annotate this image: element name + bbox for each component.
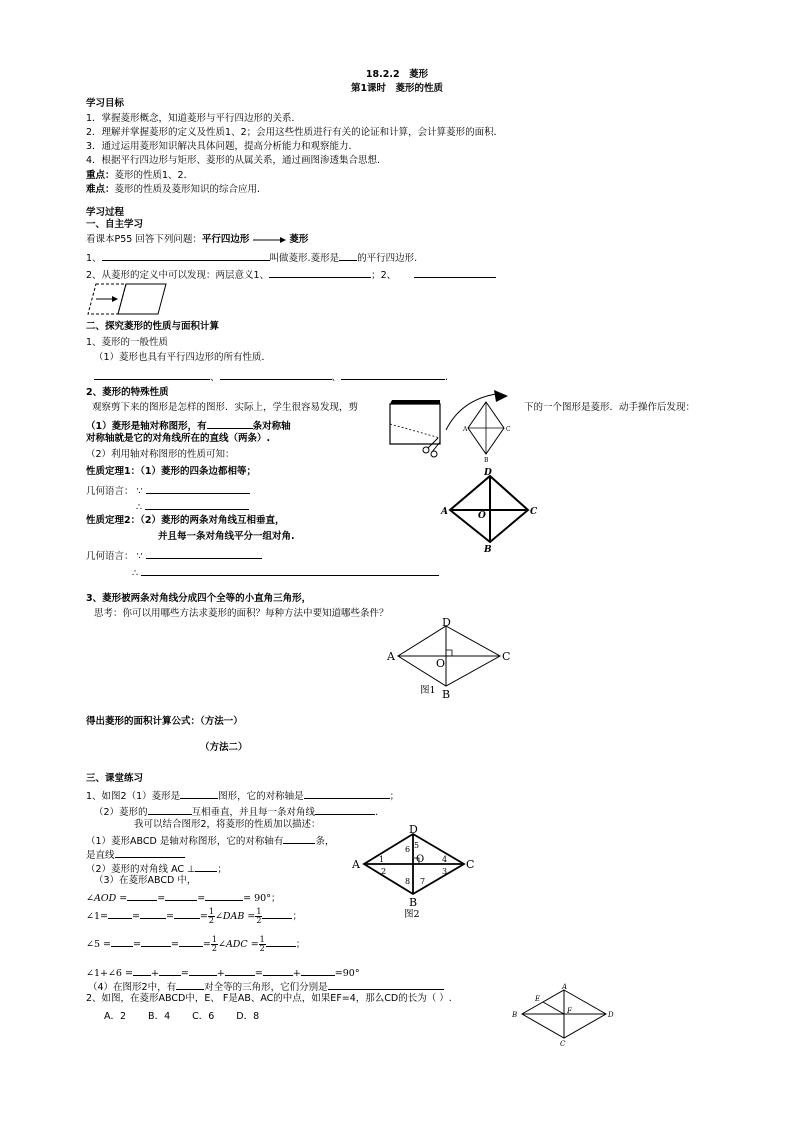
fig-label-c: C [530, 507, 538, 517]
blank[interactable] [115, 848, 185, 858]
blank[interactable] [266, 937, 296, 947]
blank[interactable] [159, 966, 181, 976]
fig1-label-a: A [387, 650, 395, 663]
angle-6: 6 [405, 845, 411, 854]
fig3-label-d: D [608, 1011, 614, 1019]
fig-label-d: D [484, 468, 492, 478]
s1-text: （1）菱形也具有平行四边形的所有性质． [94, 352, 272, 363]
theorem-2: 性质定理2：（2）菱形的两条对角线互相垂直， [86, 515, 285, 526]
geo-lang-1b: ∴ [136, 500, 249, 514]
goal-item-1: 1．掌握菱形概念，知道菱形与平行四边形的关系． [86, 113, 302, 124]
fig2-label-d: D [409, 823, 418, 836]
fig-label-o: O [478, 511, 486, 521]
goal-item-3: 3．通过运用菱形知识解决具体问题，提高分析能力和观察能力． [86, 141, 359, 152]
fig3-label-c: C [560, 1040, 566, 1046]
option-b[interactable]: B．4 [148, 1011, 171, 1022]
blank[interactable] [179, 937, 203, 947]
blank[interactable] [146, 484, 250, 494]
part3-title: 三、课堂练习 [86, 773, 144, 784]
blank[interactable] [341, 370, 445, 380]
paper-fold-figure [386, 390, 526, 468]
read-text: 看课本P55 回答下列问题：平行四边形 菱形 [86, 234, 309, 245]
blank[interactable] [263, 966, 293, 976]
blank[interactable] [339, 251, 357, 261]
blank[interactable] [146, 549, 262, 559]
fig-label-b: B [484, 545, 492, 552]
blank[interactable] [141, 937, 171, 947]
area-method-2: （方法二） [200, 742, 248, 753]
geo-lang-1: 几何语言： ∵ [86, 484, 250, 498]
part1-title: 一、自主学习 [86, 219, 144, 230]
blank[interactable] [225, 966, 255, 976]
angle-8: 8 [405, 877, 411, 886]
arrow-right-icon [252, 236, 286, 244]
ex1-ang1: ∠1= = = = $\frac{1}{2}$ ∠DAB = $\frac{1}{2}$ ； [86, 907, 302, 925]
fig1-label-o: O [436, 657, 446, 670]
s2-p1c: 对称轴就是它的对角线所在的直线（两条）. [86, 433, 271, 444]
goal-item-2: 2．理解并掌握菱形的定义及性质1、2；会用这些性质进行有关的论证和计算，会计算菱形的面积． [86, 127, 504, 138]
fig2-label-c: C [466, 858, 475, 871]
ex1-sum: ∠1+∠6 = + = + = + =90° [86, 968, 360, 979]
goals-title: 学习目标 [86, 98, 125, 109]
section-title: 18.2.2 菱形 [365, 69, 429, 80]
blank[interactable] [304, 789, 390, 799]
blank[interactable] [145, 500, 249, 510]
fig3-label-b: B [512, 1011, 518, 1019]
option-a[interactable]: A．2 [104, 1011, 127, 1022]
fraction-half: $\frac{1}{2}$ [211, 935, 217, 953]
figure-3 [508, 982, 620, 1046]
ex1-line-m: （4）在图形2中，有 对全等的三角形，它们分别是 [88, 980, 444, 994]
s2-title: 2、菱形的特殊性质 [86, 387, 169, 398]
fig1-label-d: D [442, 616, 451, 629]
ex2: 2、如图，在菱形ABCD中，E、 F是AB、AC的中点，如果EF=4，那么CD的长为（ ）. [86, 993, 452, 1004]
fig3-label-f: F [567, 1007, 572, 1015]
blank[interactable] [269, 268, 371, 278]
fraction-half: $\frac{1}{2}$ [208, 907, 214, 925]
geo-lang-2b: ∴ [132, 566, 439, 580]
s2-observe-right: 下的一个图形是菱形．动手操作后发现： [524, 402, 696, 413]
ex1-line2: （2）菱形的 互相垂直，并且每一条对角线 . [94, 807, 379, 818]
fig2-label-b: B [409, 896, 418, 909]
fig-label-a: A [463, 426, 468, 433]
blank[interactable] [262, 909, 292, 919]
ex1-line5: 是直线 [86, 848, 185, 862]
fig-label-b: B [484, 457, 489, 464]
fig1-label-c: C [502, 650, 511, 663]
lesson-title: 第1课时 菱形的性质 [350, 83, 444, 94]
blank[interactable] [205, 891, 243, 901]
blank[interactable] [111, 937, 133, 947]
blank[interactable] [133, 966, 151, 976]
fraction-half: $\frac{1}{2}$ [259, 935, 265, 953]
geo-lang-2: 几何语言： ∵ [86, 549, 262, 563]
parallelogram-cut-figure [86, 282, 176, 316]
angle-7: 7 [420, 877, 426, 886]
blank[interactable] [301, 966, 335, 976]
fig2-label-o: O [416, 854, 425, 865]
ex1-line3: 我可以结合图形2，将菱形的性质加以描述： [134, 819, 321, 830]
ex2-options [104, 1012, 259, 1023]
ex1-ang5: ∠5 = = = = $\frac{1}{2}$ ∠ADC = $\frac{1}{2}$ ； [86, 935, 306, 953]
s1-blanks: 、 、 . [94, 370, 448, 384]
fig3-label-a: A [562, 983, 568, 991]
blank[interactable] [141, 566, 439, 576]
fig2-caption: 图2 [404, 909, 420, 920]
blank[interactable] [174, 909, 200, 919]
blank[interactable] [180, 789, 218, 799]
blank[interactable] [189, 966, 217, 976]
blank[interactable] [195, 862, 217, 872]
goal-item-4: 4．根据平行四边形与矩形、菱形的从属关系，通过画图渗透集合思想． [86, 155, 387, 166]
theorem-2b: 并且每一条对角线平分一组对角. [158, 531, 295, 542]
blank[interactable] [315, 805, 375, 815]
ex1-line6: （2）菱形的对角线 AC ⊥ ； [86, 864, 227, 875]
blank[interactable] [108, 909, 132, 919]
fraction-half: $\frac{1}{2}$ [256, 907, 262, 925]
blank[interactable] [148, 805, 192, 815]
key-point: 重点：菱形的性质1、2． [86, 170, 194, 181]
blank[interactable] [102, 251, 270, 261]
ex1-line1: 1、如图2（1）菱形是 图形，它的对称轴是 ； [86, 791, 400, 802]
angle-3: 3 [442, 867, 448, 876]
ex1-line4: （1）菱形ABCD 是轴对称图形，它的对称轴有 条， [86, 836, 335, 847]
blank[interactable] [328, 980, 444, 990]
question-1: 1、 叫做菱形.菱形是 的平行四边形. [86, 253, 418, 264]
option-d[interactable]: D．8 [236, 1011, 260, 1022]
rhombus-figure-bold [440, 466, 540, 552]
difficulty-point: 难点：菱形的性质及菱形知识的综合应用． [86, 184, 267, 195]
ex1-line7: （3）在菱形ABCD 中， [94, 875, 197, 886]
fig-label-a: A [441, 507, 448, 517]
angle-5: 5 [414, 841, 420, 850]
part2-title: 二、探究菱形的性质与面积计算 [86, 321, 220, 332]
blank[interactable] [283, 834, 315, 844]
process-title: 学习过程 [86, 207, 125, 218]
s3-title: 3、菱形被两条对角线分成四个全等的小直角三角形， [86, 593, 312, 604]
angle-2: 2 [381, 867, 387, 876]
s2-p2: （2）利用轴对称图形的性质可知： [86, 449, 235, 460]
blank[interactable] [94, 370, 210, 380]
area-method-1: 得出菱形的面积计算公式：（方法一） [86, 716, 243, 727]
blank[interactable] [140, 909, 166, 919]
angle-4: 4 [442, 855, 448, 864]
s1-title: 1、菱形的一般性质 [86, 337, 169, 348]
s3-think: 思考：你可以用哪些方法求菱形的面积？每种方法中要知道哪些条件？ [94, 608, 389, 619]
s2-observe: 观察剪下来的图形是怎样的图形．实际上，学生很容易发现，剪 [92, 402, 359, 413]
fig1-label-b: B [442, 688, 451, 700]
s2-p1: （1）菱形是轴对称图形，有 条对称轴 [86, 421, 291, 432]
fig-label-c: C [506, 426, 511, 433]
question-2: 2、从菱形的定义中可以发现：两层意义1、 ；2、 [86, 268, 496, 282]
fig3-label-e: E [535, 995, 541, 1003]
theorem-1: 性质定理1：（1）菱形的四条边都相等； [86, 466, 256, 477]
blank[interactable] [165, 891, 197, 901]
angle-1: 1 [379, 855, 385, 864]
fig2-label-a: A [352, 858, 360, 871]
blank[interactable] [414, 268, 496, 278]
blank[interactable] [220, 370, 332, 380]
figure-1 [384, 616, 518, 700]
figure-2 [350, 822, 484, 912]
blank[interactable] [176, 980, 204, 990]
ex1-aod: ∠AOD = = = = 90°； [86, 893, 281, 904]
blank[interactable] [207, 419, 253, 429]
blank[interactable] [127, 891, 157, 901]
option-c[interactable]: C．6 [192, 1011, 215, 1022]
fig1-caption: 图1 [420, 685, 436, 696]
